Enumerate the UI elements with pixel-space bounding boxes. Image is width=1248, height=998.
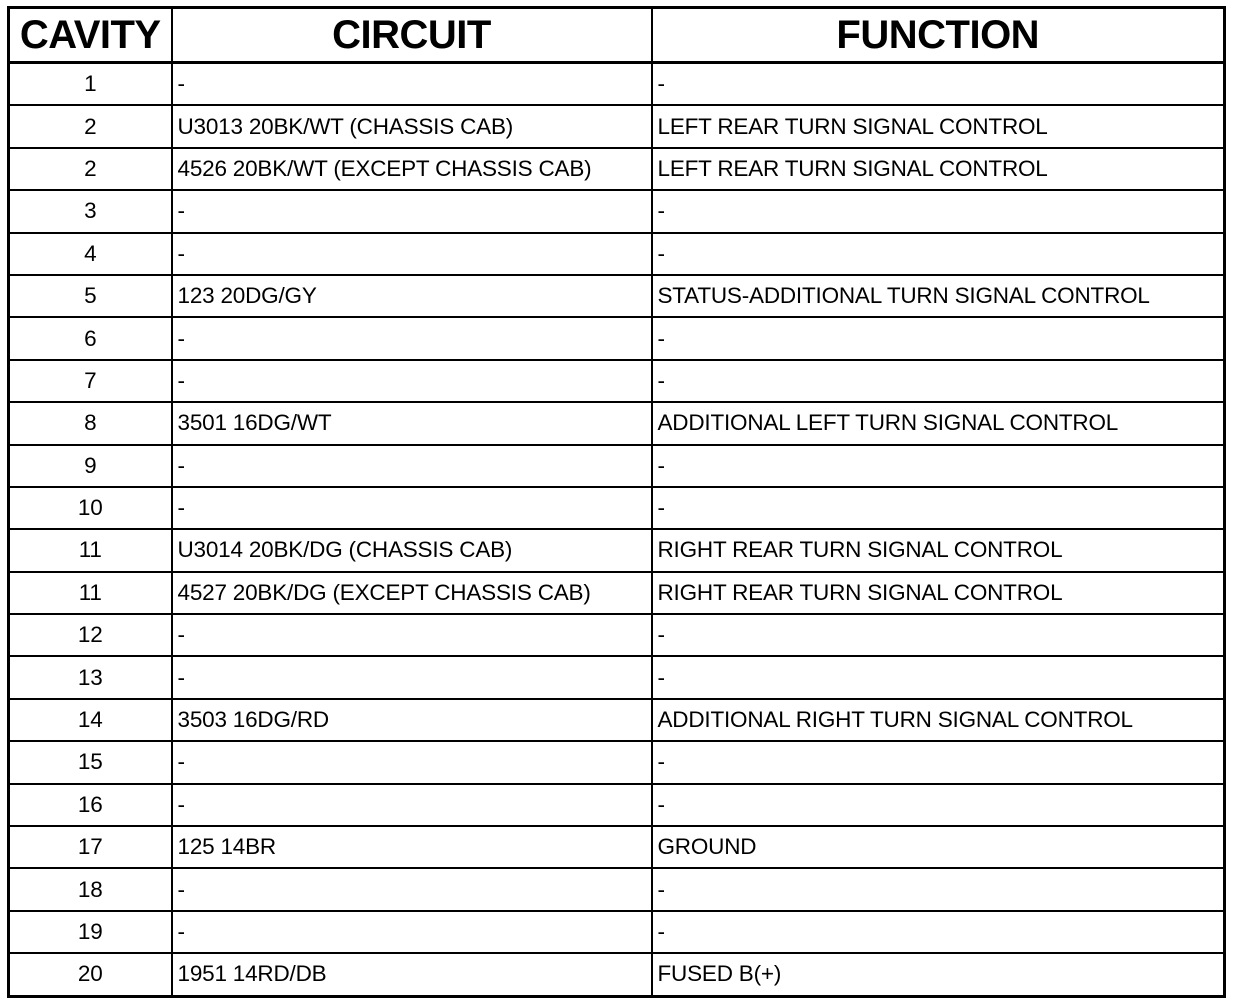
table-row bbox=[9, 148, 1225, 190]
table-row bbox=[9, 868, 1225, 910]
circuit-cell: 1951 14RD/DB bbox=[172, 953, 652, 996]
function-cell: - bbox=[652, 445, 1225, 487]
function-cell: - bbox=[652, 487, 1225, 529]
connector-pinout-table bbox=[7, 6, 1226, 998]
table-row bbox=[9, 784, 1225, 826]
cavity-cell: 10 bbox=[9, 487, 172, 529]
circuit-cell: 125 14BR bbox=[172, 826, 652, 868]
table-header bbox=[9, 8, 1225, 63]
circuit-cell: 123 20DG/GY bbox=[172, 275, 652, 317]
table-row bbox=[9, 402, 1225, 444]
table-row bbox=[9, 233, 1225, 275]
table-row bbox=[9, 953, 1225, 996]
circuit-cell: - bbox=[172, 911, 652, 953]
cavity-cell: 11 bbox=[9, 529, 172, 571]
circuit-cell: - bbox=[172, 784, 652, 826]
circuit-cell: - bbox=[172, 487, 652, 529]
circuit-cell: - bbox=[172, 190, 652, 232]
circuit-cell: - bbox=[172, 868, 652, 910]
function-cell: RIGHT REAR TURN SIGNAL CONTROL bbox=[652, 529, 1225, 571]
cavity-cell: 18 bbox=[9, 868, 172, 910]
circuit-cell: 4526 20BK/WT (EXCEPT CHASSIS CAB) bbox=[172, 148, 652, 190]
table-row bbox=[9, 572, 1225, 614]
circuit-cell: - bbox=[172, 360, 652, 402]
cavity-cell: 14 bbox=[9, 699, 172, 741]
table-row bbox=[9, 190, 1225, 232]
table-row bbox=[9, 487, 1225, 529]
cavity-cell: 16 bbox=[9, 784, 172, 826]
cavity-cell: 8 bbox=[9, 402, 172, 444]
cavity-cell: 20 bbox=[9, 953, 172, 996]
circuit-cell: U3013 20BK/WT (CHASSIS CAB) bbox=[172, 105, 652, 147]
cavity-cell: 17 bbox=[9, 826, 172, 868]
function-cell: - bbox=[652, 656, 1225, 698]
cavity-cell: 9 bbox=[9, 445, 172, 487]
cavity-cell: 2 bbox=[9, 148, 172, 190]
table-row bbox=[9, 105, 1225, 147]
function-cell: STATUS-ADDITIONAL TURN SIGNAL CONTROL bbox=[652, 275, 1225, 317]
cavity-cell: 11 bbox=[9, 572, 172, 614]
cavity-cell: 15 bbox=[9, 741, 172, 783]
function-cell: - bbox=[652, 63, 1225, 106]
table-row bbox=[9, 63, 1225, 106]
cavity-cell: 13 bbox=[9, 656, 172, 698]
cavity-cell: 7 bbox=[9, 360, 172, 402]
header-function: FUNCTION bbox=[652, 8, 1225, 63]
circuit-cell: - bbox=[172, 63, 652, 106]
function-cell: - bbox=[652, 784, 1225, 826]
header-row bbox=[9, 8, 1225, 63]
circuit-cell: - bbox=[172, 445, 652, 487]
circuit-cell: - bbox=[172, 317, 652, 359]
circuit-cell: 3503 16DG/RD bbox=[172, 699, 652, 741]
table-row bbox=[9, 317, 1225, 359]
function-cell: - bbox=[652, 360, 1225, 402]
cavity-cell: 19 bbox=[9, 911, 172, 953]
table-row bbox=[9, 360, 1225, 402]
table-body bbox=[9, 63, 1225, 997]
function-cell: - bbox=[652, 868, 1225, 910]
function-cell: RIGHT REAR TURN SIGNAL CONTROL bbox=[652, 572, 1225, 614]
circuit-cell: U3014 20BK/DG (CHASSIS CAB) bbox=[172, 529, 652, 571]
function-cell: ADDITIONAL LEFT TURN SIGNAL CONTROL bbox=[652, 402, 1225, 444]
table-row bbox=[9, 275, 1225, 317]
header-cavity: CAVITY bbox=[9, 8, 172, 63]
table-row bbox=[9, 699, 1225, 741]
cavity-cell: 4 bbox=[9, 233, 172, 275]
function-cell: LEFT REAR TURN SIGNAL CONTROL bbox=[652, 105, 1225, 147]
table-row bbox=[9, 656, 1225, 698]
cavity-cell: 1 bbox=[9, 63, 172, 106]
circuit-cell: - bbox=[172, 656, 652, 698]
table-row bbox=[9, 614, 1225, 656]
function-cell: - bbox=[652, 741, 1225, 783]
function-cell: GROUND bbox=[652, 826, 1225, 868]
circuit-cell: - bbox=[172, 741, 652, 783]
cavity-cell: 12 bbox=[9, 614, 172, 656]
header-circuit: CIRCUIT bbox=[172, 8, 652, 63]
function-cell: - bbox=[652, 233, 1225, 275]
function-cell: FUSED B(+) bbox=[652, 953, 1225, 996]
circuit-cell: 3501 16DG/WT bbox=[172, 402, 652, 444]
function-cell: ADDITIONAL RIGHT TURN SIGNAL CONTROL bbox=[652, 699, 1225, 741]
circuit-cell: 4527 20BK/DG (EXCEPT CHASSIS CAB) bbox=[172, 572, 652, 614]
table-row bbox=[9, 741, 1225, 783]
table-row bbox=[9, 826, 1225, 868]
cavity-cell: 5 bbox=[9, 275, 172, 317]
function-cell: - bbox=[652, 190, 1225, 232]
circuit-cell: - bbox=[172, 233, 652, 275]
cavity-cell: 6 bbox=[9, 317, 172, 359]
cavity-cell: 2 bbox=[9, 105, 172, 147]
function-cell: LEFT REAR TURN SIGNAL CONTROL bbox=[652, 148, 1225, 190]
table-row bbox=[9, 529, 1225, 571]
cavity-cell: 3 bbox=[9, 190, 172, 232]
table-row bbox=[9, 445, 1225, 487]
function-cell: - bbox=[652, 614, 1225, 656]
function-cell: - bbox=[652, 911, 1225, 953]
table-row bbox=[9, 911, 1225, 953]
circuit-cell: - bbox=[172, 614, 652, 656]
function-cell: - bbox=[652, 317, 1225, 359]
